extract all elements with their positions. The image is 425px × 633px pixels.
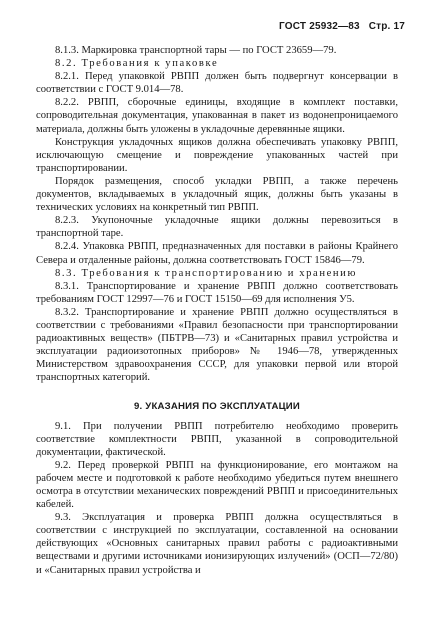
section-heading: 9. УКАЗАНИЯ ПО ЭКСПЛУАТАЦИИ <box>134 401 300 413</box>
paragraph: 8.2.3. Укупоночные укладочные ящики должны перевозиться в транспортной таре. <box>36 215 398 240</box>
page-number: Стр. 17 <box>368 21 405 32</box>
paragraph: 9.2. Перед проверкой РВПП на функционирование, его монтажом на рабочем месте и подготовкой к работе необходимо убедиться путем внешнего осмотра в отсутствии механических повреждений РВПП и присоединительных кабелей. <box>36 459 398 511</box>
paragraph: 8.2.4. Упаковка РВПП, предназначенных для поставки в районы Крайнего Севера и отдаленные районы, должна соответствовать ГОСТ 15846—79. <box>36 241 398 266</box>
paragraph: 8.2.2. РВПП, сборочные единицы, входящие в комплект поставки, сопроводительная документация, упакованная в пакет из водонепроницаемого материала, должны быть уложены в укладочные деревянные ящики. <box>36 97 398 135</box>
section-8-text <box>36 44 398 384</box>
paragraph: 9.1. При получении РВПП потребителю необходимо проверить соответствие комплектности РВПП, указанной в сопроводительной документации, фактической. <box>36 420 398 458</box>
paragraph: 8.2. Требования к упаковке <box>55 58 219 70</box>
document-body <box>36 44 398 577</box>
paragraph: Конструкция укладочных ящиков должна обеспечивать упаковку РВПП, исключающую смещение и повреждение упакованных частей при транспортировании. <box>36 136 398 174</box>
paragraph: 9.3. Эксплуатация и проверка РВПП должна осуществляться в соответствии с инструкцией по эксплуатации, составленной на основании действующих «Основных санитарных правил работы с радиоактивными веществами и другими источниками ионизирующих излучений» (ОСП—72/80) и «Санитарных правил устройства и <box>36 512 398 576</box>
paragraph: 8.3.2. Транспортирование и хранение РВПП должно осуществляться в соответствии с требованиями «Правил безопасности при транспортировании радиоактивных веществ» (ПБТРВ—73) и «Санитарных правил устройства и эксплуатации радиоизотопных приборов» № 1946—78, утвержденных Министерством здравоохранения СССР, для упаковки первой или второй транспортных категорий. <box>36 306 398 384</box>
section-9-text <box>36 420 398 577</box>
standard-number: ГОСТ 25932—83 <box>279 21 360 32</box>
header-separator <box>363 21 366 32</box>
paragraph: Порядок размещения, способ укладки РВПП, а также перечень документов, вкладываемых в укладочный ящик, должны быть указаны в технических условиях на конкретный тип РВПП. <box>36 175 398 214</box>
paragraph: 8.2.1. Перед упаковкой РВПП должен быть подвергнут консервации в соответствии с ГОСТ 9.014—78. <box>36 71 398 96</box>
page-header <box>279 20 405 33</box>
paragraph: 8.3.1. Транспортирование и хранение РВПП должно соответствовать требованиям ГОСТ 12997—76 и ГОСТ 15150—69 для исполнения У5. <box>36 280 398 305</box>
paragraph: 8.3. Требования к транспортированию и хранению <box>55 267 357 279</box>
paragraph: 8.1.3. Маркировка транспортной тары — по ГОСТ 23659—79. <box>55 45 337 56</box>
